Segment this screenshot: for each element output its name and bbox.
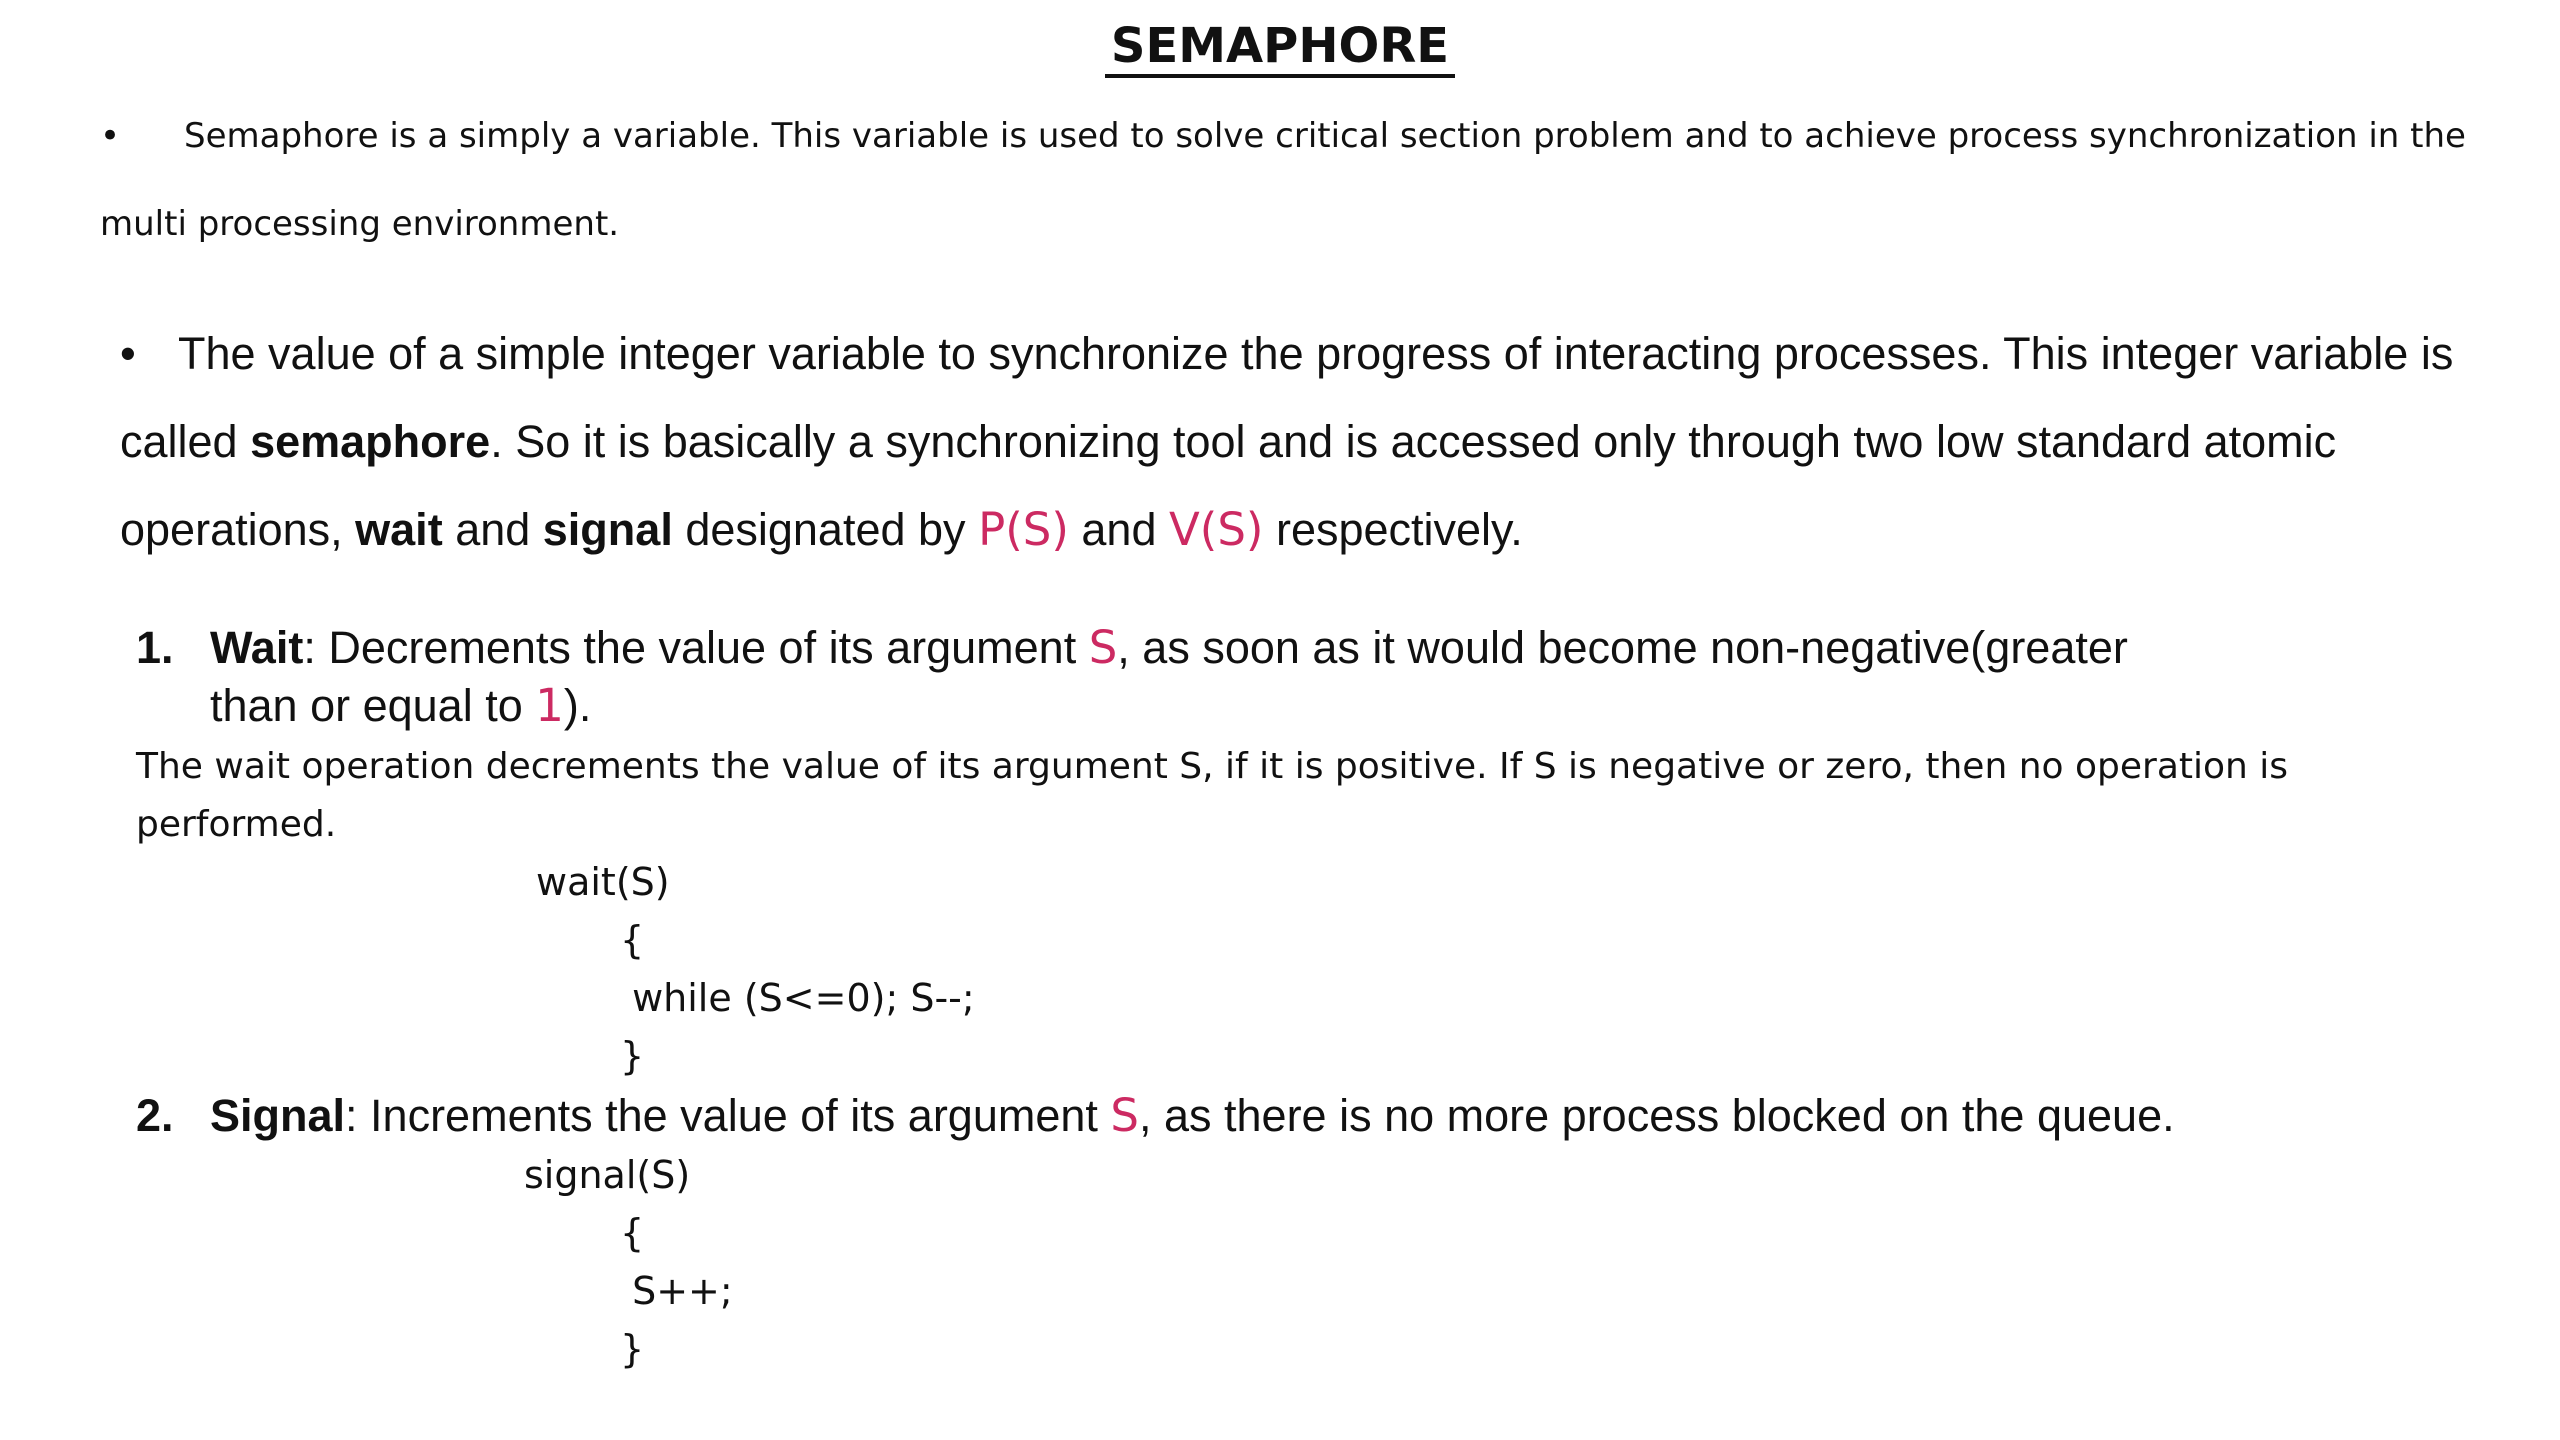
code-signal-header: signal(S) [524, 1153, 691, 1197]
code-wait-header: wait(S) [536, 860, 670, 904]
code-close-brace: } [620, 1034, 645, 1078]
argument-s: S [1110, 1089, 1139, 1142]
item-number: 1. [136, 622, 174, 673]
vs-notation: V(S) [1168, 503, 1264, 556]
item-label: Signal [210, 1090, 346, 1141]
bullet: • [120, 328, 136, 379]
list-item-signal: 2. Signal: Increments the value of its argument S, as there is no more process blocked on the queue. [136, 1087, 2466, 1145]
bullet: • [100, 116, 121, 156]
list-item-wait: 1. Wait: Decrements the value of its argument S, as soon as it would become non-negative(greater than or equal to 1). [136, 621, 2128, 732]
term-semaphore: semaphore [250, 416, 491, 467]
item-number: 2. [136, 1090, 174, 1141]
ps-notation: P(S) [978, 503, 1069, 556]
argument-s: S [1088, 621, 1118, 674]
paragraph-semaphore-value: • The value of a simple integer variable to synchronize the progress of interacting processes. This integer variable is called semaphore. So it is basically a synchronizing tool and is accessed only through two low standard atomic operations, wait and signal designated by P(S) and V(S) respectively. [120, 310, 2480, 574]
page-title: SEMAPHORE [0, 16, 2560, 76]
code-open-brace: { [620, 1211, 645, 1255]
code-wait-body: while (S<=0); S--; [620, 976, 975, 1020]
wait-note: The wait operation decrements the value of its argument S, if it is positive. If S is negative or zero, then no operation is performed. [136, 746, 2289, 845]
code-signal-body: S++; [620, 1269, 733, 1313]
value-one: 1 [535, 679, 564, 732]
code-open-brace: { [620, 918, 645, 962]
paragraph-text: Semaphore is a simply a variable. This variable is used to solve critical section problem and to achieve process synchronization in the multi processing environment. [100, 116, 2466, 244]
term-signal: signal [542, 504, 673, 555]
paragraph-definition [100, 92, 2500, 268]
term-wait: wait [355, 504, 443, 555]
item-label: Wait [210, 622, 304, 673]
code-close-brace: } [620, 1327, 645, 1371]
